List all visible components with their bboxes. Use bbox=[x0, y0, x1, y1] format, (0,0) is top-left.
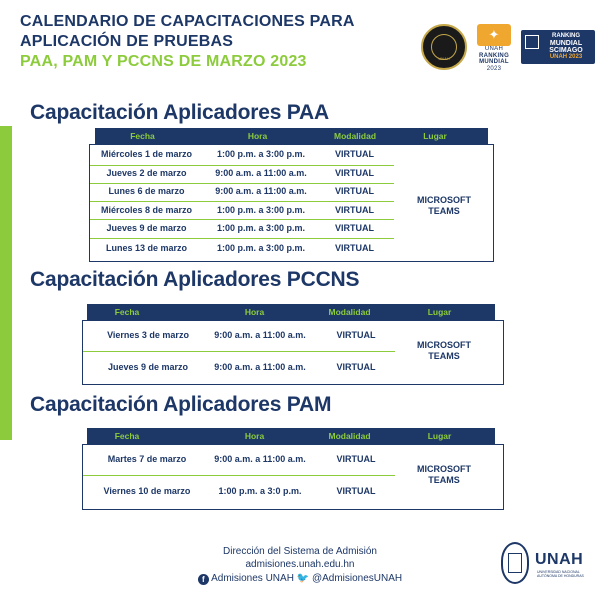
table-header-pccns bbox=[87, 304, 495, 320]
table-row bbox=[83, 486, 395, 505]
section-title-pam: Capacitación Aplicadores PAM bbox=[30, 393, 332, 416]
table-pam bbox=[82, 444, 504, 510]
lugar-line2: TEAMS bbox=[428, 206, 460, 216]
ranking1-line1: UNAH bbox=[484, 46, 504, 52]
row-divider bbox=[90, 238, 394, 239]
col-hora: Hora bbox=[244, 431, 265, 441]
cell-modalidad: VIRTUAL bbox=[335, 186, 374, 196]
row-divider bbox=[83, 475, 395, 476]
cell-modalidad: VIRTUAL bbox=[335, 149, 374, 159]
cell-hora: 9:00 a.m. a 11:00 a.m. bbox=[214, 454, 306, 464]
unah-logo-text: UNAH bbox=[535, 551, 584, 568]
cell-fecha: Martes 7 de marzo bbox=[107, 454, 187, 464]
table-row bbox=[90, 168, 400, 187]
table-header-paa bbox=[95, 128, 488, 144]
ranking2-line2: MUNDIAL bbox=[549, 40, 583, 47]
table-pccns bbox=[82, 320, 504, 385]
ranking1-line4: 2023 bbox=[486, 65, 502, 72]
ranking1-line3: MUNDIAL bbox=[479, 59, 509, 65]
ranking1-line2: RANKING bbox=[478, 52, 510, 59]
lugar-line2: TEAMS bbox=[428, 475, 460, 485]
col-fecha: Fecha bbox=[114, 431, 140, 441]
accent-bar bbox=[0, 126, 12, 440]
ranking2-line1: RANKING bbox=[552, 33, 580, 39]
col-hora: Hora bbox=[244, 307, 265, 317]
title-line-3: PAA, PAM Y PCCNS DE MARZO 2023 bbox=[20, 53, 307, 70]
cell-hora: 9:00 a.m. a 11:00 a.m. bbox=[214, 362, 306, 372]
col-lugar: Lugar bbox=[427, 307, 452, 317]
col-lugar: Lugar bbox=[427, 431, 452, 441]
cell-hora: 9:00 a.m. a 11:00 a.m. bbox=[215, 186, 307, 196]
cell-fecha: Jueves 9 de marzo bbox=[107, 362, 189, 372]
cell-fecha: Viernes 3 de marzo bbox=[107, 330, 189, 340]
ranking2-line4: UNAH 2023 bbox=[549, 54, 583, 60]
cell-modalidad: VIRTUAL bbox=[336, 362, 376, 372]
footer-contact bbox=[150, 545, 450, 585]
col-modalidad: Modalidad bbox=[328, 431, 371, 441]
lugar-line1: MICROSOFT bbox=[417, 464, 471, 474]
seal-text: UNAH bbox=[438, 56, 450, 61]
cell-hora: 1:00 p.m. a 3:00 p.m. bbox=[216, 149, 306, 159]
table-row bbox=[90, 223, 400, 242]
lugar-line1: MICROSOFT bbox=[417, 340, 471, 350]
cell-modalidad: VIRTUAL bbox=[336, 454, 376, 464]
col-fecha: Fecha bbox=[114, 307, 140, 317]
title-line-2: APLICACIÓN DE PRUEBAS bbox=[20, 33, 234, 50]
cell-lugar bbox=[400, 195, 488, 217]
cell-modalidad: VIRTUAL bbox=[335, 168, 374, 178]
page-title bbox=[20, 12, 355, 72]
cell-hora: 1:00 p.m. a 3:00 p.m. bbox=[216, 223, 306, 233]
cell-hora: 1:00 p.m. a 3:00 p.m. bbox=[216, 243, 306, 253]
table-row bbox=[83, 454, 395, 473]
row-divider bbox=[90, 201, 394, 202]
cell-fecha: Jueves 9 de marzo bbox=[106, 223, 187, 233]
row-divider bbox=[90, 183, 394, 184]
cell-fecha: Viernes 10 de marzo bbox=[103, 486, 191, 496]
facebook-icon: f bbox=[198, 574, 209, 585]
cell-lugar bbox=[399, 464, 489, 486]
table-paa bbox=[89, 144, 494, 262]
unah-seal-logo bbox=[501, 542, 529, 584]
twitter-icon: 🐦 bbox=[296, 573, 310, 584]
lugar-line2: TEAMS bbox=[428, 351, 460, 361]
anniversary-seal-logo bbox=[421, 24, 467, 70]
unah-shield-icon bbox=[508, 553, 522, 573]
building-icon bbox=[525, 35, 539, 49]
title-line-1: CALENDARIO DE CAPACITACIONES PARA bbox=[20, 13, 355, 30]
table-row bbox=[90, 205, 400, 224]
cell-hora: 1:00 p.m. a 3:0 p.m. bbox=[218, 486, 302, 496]
cell-fecha: Lunes 13 de marzo bbox=[105, 243, 188, 253]
cell-fecha: Jueves 2 de marzo bbox=[106, 168, 187, 178]
ranking-emblem-icon: ✦ bbox=[477, 24, 511, 46]
footer-org: Dirección del Sistema de Admisión bbox=[223, 546, 377, 557]
cell-modalidad: VIRTUAL bbox=[335, 243, 374, 253]
cell-fecha: Miércoles 8 de marzo bbox=[100, 205, 193, 215]
facebook-link[interactable]: Admisiones UNAH bbox=[211, 573, 294, 584]
cell-hora: 9:00 a.m. a 11:00 a.m. bbox=[215, 168, 307, 178]
col-lugar: Lugar bbox=[423, 131, 447, 141]
row-divider bbox=[90, 165, 394, 166]
lugar-line1: MICROSOFT bbox=[417, 195, 471, 205]
cell-modalidad: VIRTUAL bbox=[335, 223, 374, 233]
section-title-pccns: Capacitación Aplicadores PCCNS bbox=[30, 268, 360, 291]
footer-social bbox=[150, 572, 450, 585]
ranking2-line3: SCIMAGO bbox=[549, 47, 583, 54]
table-row bbox=[83, 362, 395, 381]
row-divider bbox=[90, 219, 394, 220]
ranking-mundial-logo bbox=[474, 24, 514, 74]
col-hora: Hora bbox=[247, 131, 268, 141]
scimago-ranking-logo bbox=[521, 30, 595, 64]
footer-website-link[interactable]: admisiones.unah.edu.hn bbox=[245, 559, 355, 570]
cell-hora: 1:00 p.m. a 3:00 p.m. bbox=[216, 205, 306, 215]
section-title-paa: Capacitación Aplicadores PAA bbox=[30, 101, 329, 124]
cell-hora: 9:00 a.m. a 11:00 a.m. bbox=[214, 330, 306, 340]
cell-modalidad: VIRTUAL bbox=[335, 205, 374, 215]
row-divider bbox=[83, 351, 395, 352]
twitter-link[interactable]: @AdmisionesUNAH bbox=[311, 573, 403, 584]
cell-modalidad: VIRTUAL bbox=[336, 330, 376, 340]
cell-fecha: Miércoles 1 de marzo bbox=[100, 149, 193, 159]
cell-modalidad: VIRTUAL bbox=[336, 486, 376, 496]
table-row bbox=[83, 330, 395, 349]
cell-lugar bbox=[399, 340, 489, 362]
table-row bbox=[90, 186, 400, 205]
table-header-pam bbox=[87, 428, 495, 444]
unah-logo-subtext: UNIVERSIDAD NACIONAL AUTÓNOMA DE HONDURAS bbox=[537, 570, 584, 578]
col-modalidad: Modalidad bbox=[328, 307, 371, 317]
col-modalidad: Modalidad bbox=[333, 131, 377, 141]
table-row bbox=[90, 243, 400, 262]
col-fecha: Fecha bbox=[130, 131, 155, 141]
cell-fecha: Lunes 6 de marzo bbox=[108, 186, 185, 196]
